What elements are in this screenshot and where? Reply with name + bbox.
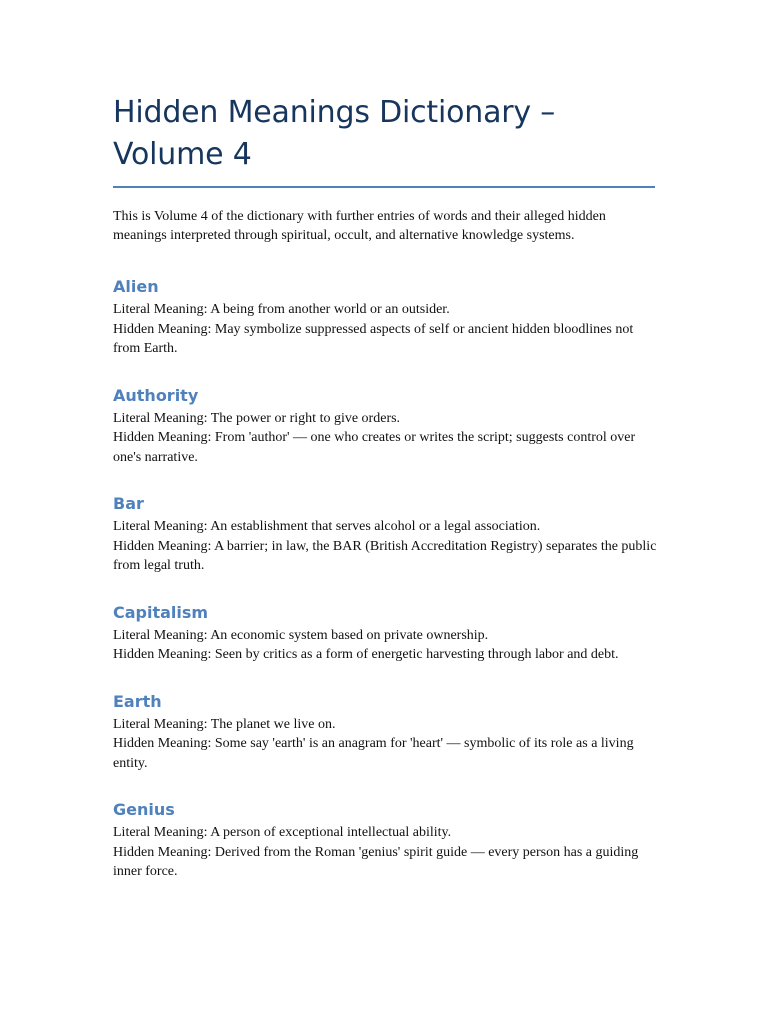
entry-term: Bar bbox=[113, 494, 144, 513]
hidden-meaning: Hidden Meaning: Seen by critics as a form of energetic harvesting through labor and debt. bbox=[113, 647, 619, 662]
document-page bbox=[113, 92, 658, 909]
intro-paragraph: This is Volume 4 of the dictionary with further entries of words and their alleged hidden meanings interpreted through spiritual, occult, and alternative knowledge systems. bbox=[113, 209, 606, 243]
entry-term: Alien bbox=[113, 277, 159, 296]
entry-term: Capitalism bbox=[113, 602, 209, 622]
literal-meaning: Literal Meaning: An economic system based on private ownership. bbox=[113, 627, 489, 643]
literal-meaning: Literal Meaning: The planet we live on. bbox=[113, 716, 336, 732]
entry-bar bbox=[113, 494, 658, 576]
entry-capitalism bbox=[113, 603, 658, 665]
document-title: Hidden Meanings Dictionary – Volume 4 bbox=[113, 95, 556, 172]
entry-earth bbox=[113, 692, 658, 774]
entry-term: Genius bbox=[113, 800, 175, 819]
hidden-meaning: Hidden Meaning: May symbolize suppressed aspects of self or ancient hidden bloodlines not from Earth. bbox=[113, 321, 634, 356]
hidden-meaning: Hidden Meaning: From 'author' — one who creates or writes the script; suggests control over one's narrative. bbox=[113, 430, 636, 465]
entry-genius bbox=[113, 800, 658, 882]
hidden-meaning: Hidden Meaning: Some say 'earth' is an anagram for 'heart' — symbolic of its role as a living entity. bbox=[113, 736, 634, 771]
literal-meaning: Literal Meaning: The power or right to give orders. bbox=[113, 410, 401, 426]
entry-term: Authority bbox=[113, 385, 199, 405]
title-divider bbox=[113, 186, 655, 188]
entry-list bbox=[113, 277, 658, 882]
hidden-meaning: Hidden Meaning: Derived from the Roman 'genius' spirit guide — every person has a guiding inner force. bbox=[113, 844, 639, 879]
literal-meaning: Literal Meaning: A being from another world or an outsider. bbox=[113, 302, 450, 317]
literal-meaning: Literal Meaning: A person of exceptional intellectual ability. bbox=[113, 825, 452, 840]
entry-authority bbox=[113, 386, 658, 468]
entry-term: Earth bbox=[113, 691, 162, 711]
hidden-meaning: Hidden Meaning: A barrier; in law, the BAR (British Accreditation Registry) separates the public from legal truth. bbox=[113, 538, 657, 573]
entry-alien bbox=[113, 277, 658, 359]
literal-meaning: Literal Meaning: An establishment that serves alcohol or a legal association. bbox=[113, 519, 541, 534]
